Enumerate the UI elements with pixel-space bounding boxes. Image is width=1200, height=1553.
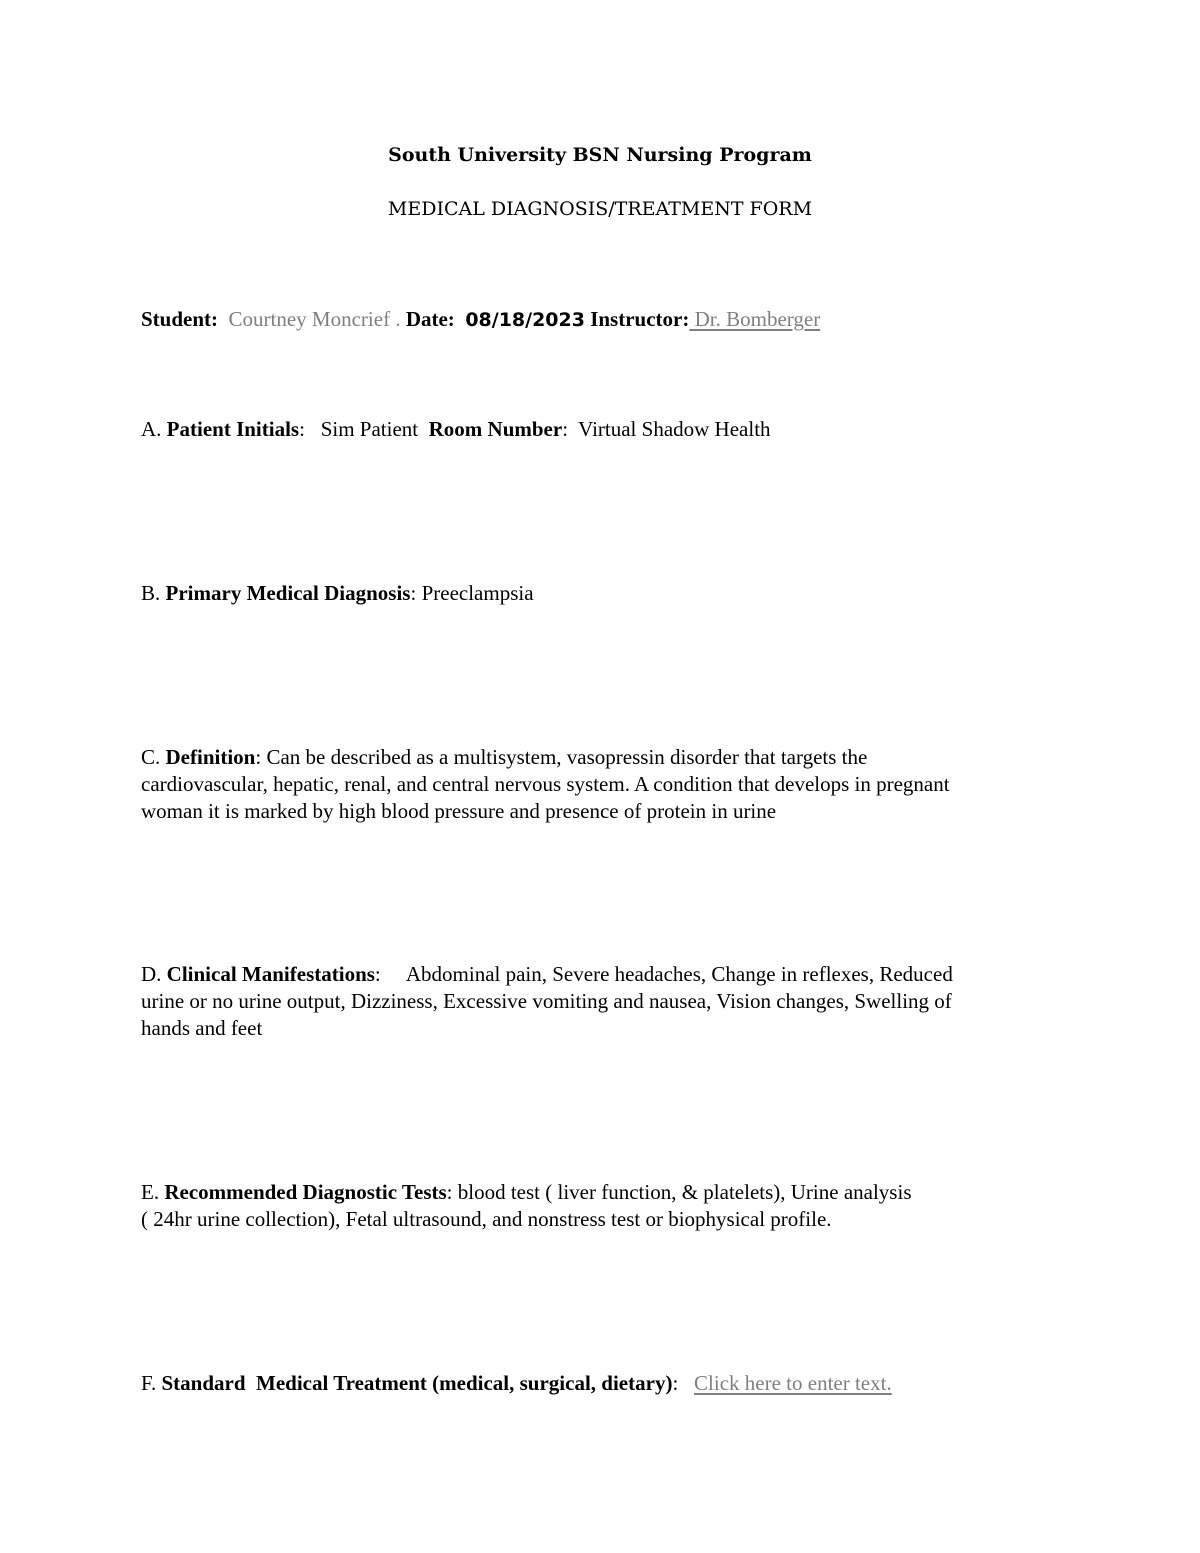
section-d-letter: D. xyxy=(141,962,162,986)
section-c xyxy=(141,744,1061,825)
definition-text-1[interactable]: Can be described as a multisystem, vasopressin disorder that targets the xyxy=(266,745,868,769)
medical-treatment-field[interactable]: Click here to enter text. xyxy=(694,1371,892,1395)
section-f-letter: F. xyxy=(141,1371,157,1395)
primary-diagnosis-field[interactable]: Preeclampsia xyxy=(421,581,534,605)
diagnostic-tests-text-2[interactable]: ( 24hr urine collection), Fetal ultrasound, and nonstress test or biophysical profile. xyxy=(141,1207,832,1231)
instructor-field[interactable]: Dr. Bomberger xyxy=(689,307,821,331)
section-a: A. Patient Initials: Sim Patient Room Number: Virtual Shadow Health xyxy=(141,417,771,441)
diagnostic-tests-label: Recommended Diagnostic Tests xyxy=(164,1180,447,1204)
form-title: MEDICAL DIAGNOSIS/TREATMENT FORM xyxy=(387,198,813,220)
student-info-row xyxy=(141,306,820,334)
patient-initials-field[interactable]: Sim Patient xyxy=(320,417,419,441)
definition-line-1: C. Definition: Can be described as a multisystem, vasopressin disorder that targets the xyxy=(141,745,868,769)
definition-text-2[interactable]: cardiovascular, hepatic, renal, and central nervous system. A condition that develops in pregnant xyxy=(141,772,950,796)
room-number-label: Room Number xyxy=(428,417,563,441)
date-label: Date: xyxy=(405,307,455,331)
section-e xyxy=(141,1179,1061,1233)
definition-text-3[interactable]: woman it is marked by high blood pressure and presence of protein in urine xyxy=(141,799,777,823)
section-f: F. Standard Medical Treatment (medical, surgical, dietary): Click here to enter text. xyxy=(141,1371,892,1395)
room-number-field[interactable]: Virtual Shadow Health xyxy=(578,417,771,441)
medical-treatment-label: Standard Medical Treatment (medical, surgical, dietary) xyxy=(161,1371,673,1395)
date-field[interactable]: 08/18/2023 xyxy=(465,309,585,331)
definition-label: Definition xyxy=(165,745,256,769)
section-c-letter: C. xyxy=(141,745,161,769)
manifestations-text-1[interactable]: Abdominal pain, Severe headaches, Change in reflexes, Reduced xyxy=(405,962,953,986)
instructor-label: Instructor: xyxy=(590,307,690,331)
section-b-letter: B. xyxy=(141,581,161,605)
manifestations-text-3[interactable]: hands and feet xyxy=(141,1016,263,1040)
manifestations-line-1: D. Clinical Manifestations: Abdominal pain, Severe headaches, Change in reflexes, Reduced xyxy=(141,962,953,986)
section-d xyxy=(141,961,1061,1042)
student-field[interactable]: Courtney Moncrief . xyxy=(228,307,401,331)
diagnostic-tests-text-1[interactable]: blood test ( liver function, & platelets), Urine analysis xyxy=(457,1180,912,1204)
section-e-letter: E. xyxy=(141,1180,160,1204)
diagnostic-tests-line-1: E. Recommended Diagnostic Tests: blood test ( liver function, & platelets), Urine analysis xyxy=(141,1180,912,1204)
section-a-letter: A. xyxy=(141,417,162,441)
primary-diagnosis-label: Primary Medical Diagnosis xyxy=(165,581,411,605)
section-b: B. Primary Medical Diagnosis: Preeclampsia xyxy=(141,581,534,605)
student-label: Student: xyxy=(141,307,219,331)
manifestations-label: Clinical Manifestations xyxy=(166,962,375,986)
patient-initials-label: Patient Initials xyxy=(166,417,300,441)
document-title: South University BSN Nursing Program xyxy=(388,144,812,166)
manifestations-text-2[interactable]: urine or no urine output, Dizziness, Excessive vomiting and nausea, Vision changes, Swelling of xyxy=(141,989,952,1013)
